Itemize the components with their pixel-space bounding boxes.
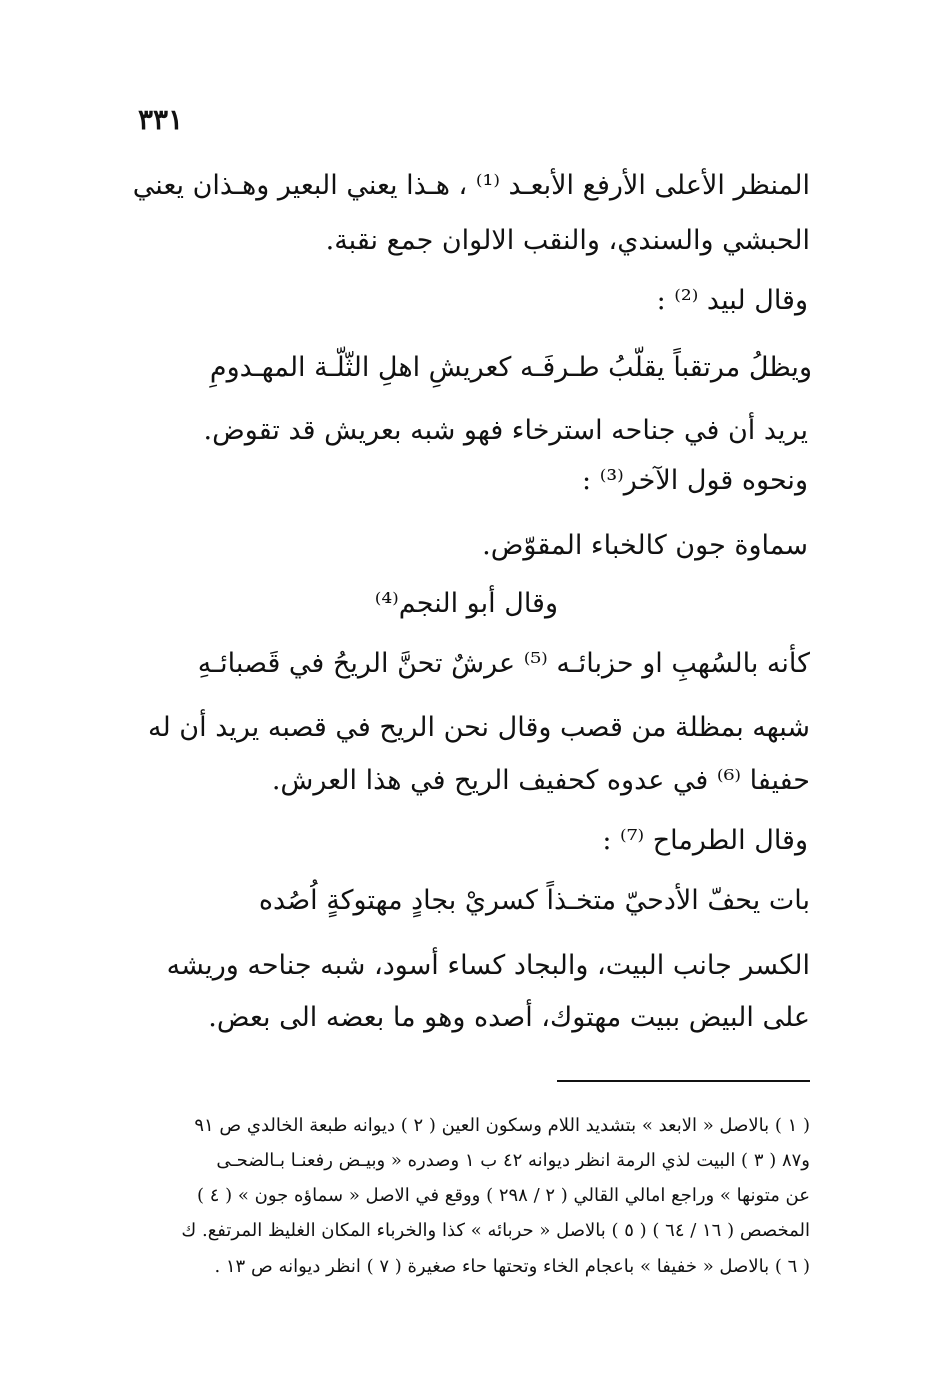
body-line: يريد أن في جناحه استرخاء فهو شبه بعريش قد تقوض. (203, 415, 808, 446)
body-line: وقال لبيد ⁽²⁾ : (656, 285, 808, 316)
verse-line: سماوة جون كالخباء المقوّض. (482, 530, 808, 561)
footnote-line: و٨٧ ( ٣ ) البيت لذي الرمة انظر ديوانه ٤٢ ب ١ وصدره « وبيـض رفعنـا بـالضحـى (216, 1150, 810, 1171)
body-line: المنظر الأعلى الأرفع الأبعـد ⁽¹⁾ ، هـذا يعني البعير وهـذان يعني (132, 170, 810, 201)
page-number: ٣٣١ (138, 103, 184, 136)
footnote-line: ( ١ ) بالاصل « الابعد » بتشديد اللام وسكون العين ( ٢ ) ديوانه طبعة الخالدي ص ٩١ (194, 1115, 810, 1136)
verse-line: بات يحفّ الأدحيّ متخـذاً كسريْ بجادٍ مهتوكةٍ اُصُده (258, 885, 810, 916)
footnote-line: المخصص ( ١٦ / ٦٤ ) ( ٥ ) بالاصل « حربائه » كذا والخرباء المكان الغليظ المرتفع. ك (181, 1220, 810, 1241)
body-line: الكسر جانب البيت، والبجاد كساء أسود، شبه جناحه وريشه (166, 950, 810, 981)
body-line: الحبشي والسندي، والنقب الالوان جمع نقبة. (325, 225, 810, 256)
footnote-line: عن متونها » وراجع امالي القالي ( ٢ / ٢٩٨ ) ووقع في الاصل « سماؤه جون » ( ٤ ) (197, 1185, 810, 1206)
body-line: وقال الطرماح ⁽⁷⁾ : (602, 825, 808, 856)
body-line: حفيفا ⁽⁶⁾ في عدوه كحفيف الريح في هذا العرش. (271, 765, 810, 796)
body-line: على البيض ببيت مهتوك، أصده وهو ما بعضه الى بعض. (208, 1002, 810, 1033)
verse-line: ويظلُ مرتقباً يقلّبُ طـرفَـه كعريشِ اهلِ الثّلّـة المهـدومِ (209, 352, 812, 383)
verse-line: كأنه بالسُهبِ او حزبائـه ⁽⁵⁾ عرشٌ تحنَّ الريحُ في قَصبائـهِ (197, 648, 810, 679)
footnote-divider (557, 1080, 810, 1082)
footnote-line: ( ٦ ) بالاصل « خفيفا » باعجام الخاء وتحتها حاء صغيرة ( ٧ ) انظر ديوانه ص ١٣ . (214, 1256, 810, 1277)
body-line: ونحوه قول الآخر⁽³⁾ : (582, 465, 808, 496)
body-line: وقال أبو النجم⁽⁴⁾ (374, 588, 558, 619)
body-line: شبهه بمظلة من قصب وقال نحن الريح في قصبه يريد أن له (148, 712, 810, 743)
